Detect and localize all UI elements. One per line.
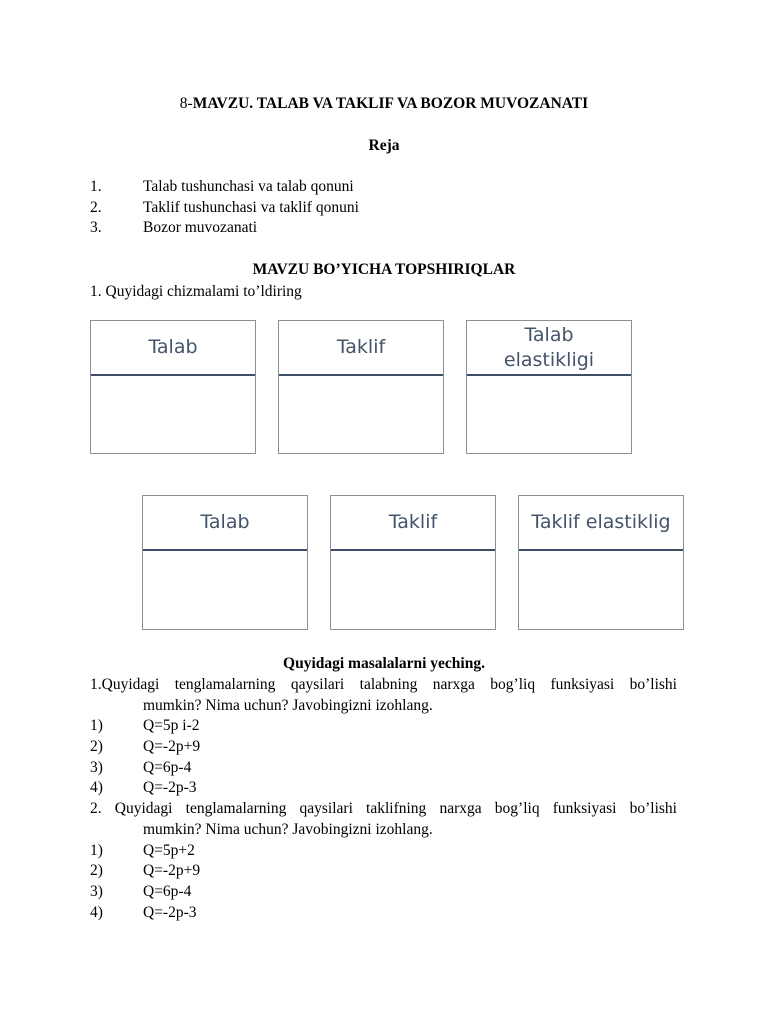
problems-heading: Quyidagi masalalarni yeching.	[283, 655, 485, 672]
diagram-card-label: Talab	[148, 336, 198, 358]
option-number: 4)	[90, 904, 103, 921]
option-text: Q=6p-4	[143, 759, 192, 776]
diagram-card-header	[143, 496, 307, 551]
option-number: 4)	[90, 779, 103, 796]
tasks-instruction: 1. Quyidagi chizmalami to’ldiring	[90, 283, 302, 300]
plan-item-number: 2.	[90, 199, 102, 216]
diagram-card-blank	[143, 551, 307, 629]
option-number: 1)	[90, 842, 103, 859]
diagram-card-header	[331, 496, 495, 551]
diagram-card-header	[467, 321, 631, 376]
plan-item-text: Talab tushunchasi va talab qonuni	[143, 178, 354, 195]
diagram-card-label: elastikligi	[503, 348, 595, 371]
diagram-card-taklif	[278, 320, 444, 454]
diagram-card-talab-elastikligi	[466, 320, 632, 454]
option-text: Q=-2p-3	[143, 779, 197, 796]
question-2-line-1: 2. Quyidagi tenglamalarning qaysilari taklifning narxga bog’liq funksiyasi bo’lishi	[90, 800, 677, 817]
diagram-card-header	[91, 321, 255, 376]
diagram-card-label: Taklif	[336, 336, 386, 358]
question-2-line-2: mumkin? Nima uchun? Javobingizni izohlang.	[143, 821, 433, 838]
diagram-card-talab	[142, 495, 308, 630]
option-text: Q=6p-4	[143, 883, 192, 900]
option-number: 2)	[90, 738, 103, 755]
option-text: Q=-2p+9	[143, 862, 201, 879]
plan-item-text: Bozor muvozanati	[143, 219, 258, 236]
plan-item-text: Taklif tushunchasi va taklif qonuni	[143, 199, 359, 216]
question-1-line-1: 1.Quyidagi tenglamalarning qaysilari talabning narxga bog’liq funksiyasi bo’lishi	[90, 676, 677, 693]
diagram-card-blank	[279, 376, 443, 453]
option-text: Q=5p+2	[143, 842, 195, 859]
diagram-card-blank	[519, 551, 683, 629]
diagram-card-label: Talab	[524, 323, 574, 346]
option-number: 3)	[90, 759, 103, 776]
option-text: Q=5p i-2	[143, 717, 200, 734]
diagram-card-talab	[90, 320, 256, 454]
diagram-card-taklif	[330, 495, 496, 630]
option-number: 1)	[90, 717, 103, 734]
tasks-heading: MAVZU BO’YICHA TOPSHIRIQLAR	[252, 261, 516, 278]
plan-item-number: 1.	[90, 178, 102, 195]
page-title	[0, 94, 768, 114]
option-text: Q=-2p+9	[143, 738, 201, 755]
diagram-card-blank	[467, 376, 631, 453]
option-text: Q=-2p-3	[143, 904, 197, 921]
option-number: 3)	[90, 883, 103, 900]
option-number: 2)	[90, 862, 103, 879]
diagram-card-taklif-elastiklig	[518, 495, 684, 630]
title-main: MAVZU. TALAB VA TAKLIF VA BOZOR MUVOZANATI	[192, 95, 589, 112]
plan-heading: Reja	[368, 137, 400, 154]
diagram-card-label: Talab	[200, 511, 250, 533]
diagram-card-blank	[331, 551, 495, 629]
diagram-card-blank	[91, 376, 255, 453]
title-prefix: 8-	[179, 95, 193, 112]
diagram-card-header	[519, 496, 683, 551]
plan-item-number: 3.	[90, 219, 102, 236]
diagram-card-header	[279, 321, 443, 376]
diagram-card-label: Taklif elastiklig	[531, 511, 671, 533]
diagram-card-label: Taklif	[388, 511, 438, 533]
question-1-line-2: mumkin? Nima uchun? Javobingizni izohlang.	[143, 697, 433, 714]
